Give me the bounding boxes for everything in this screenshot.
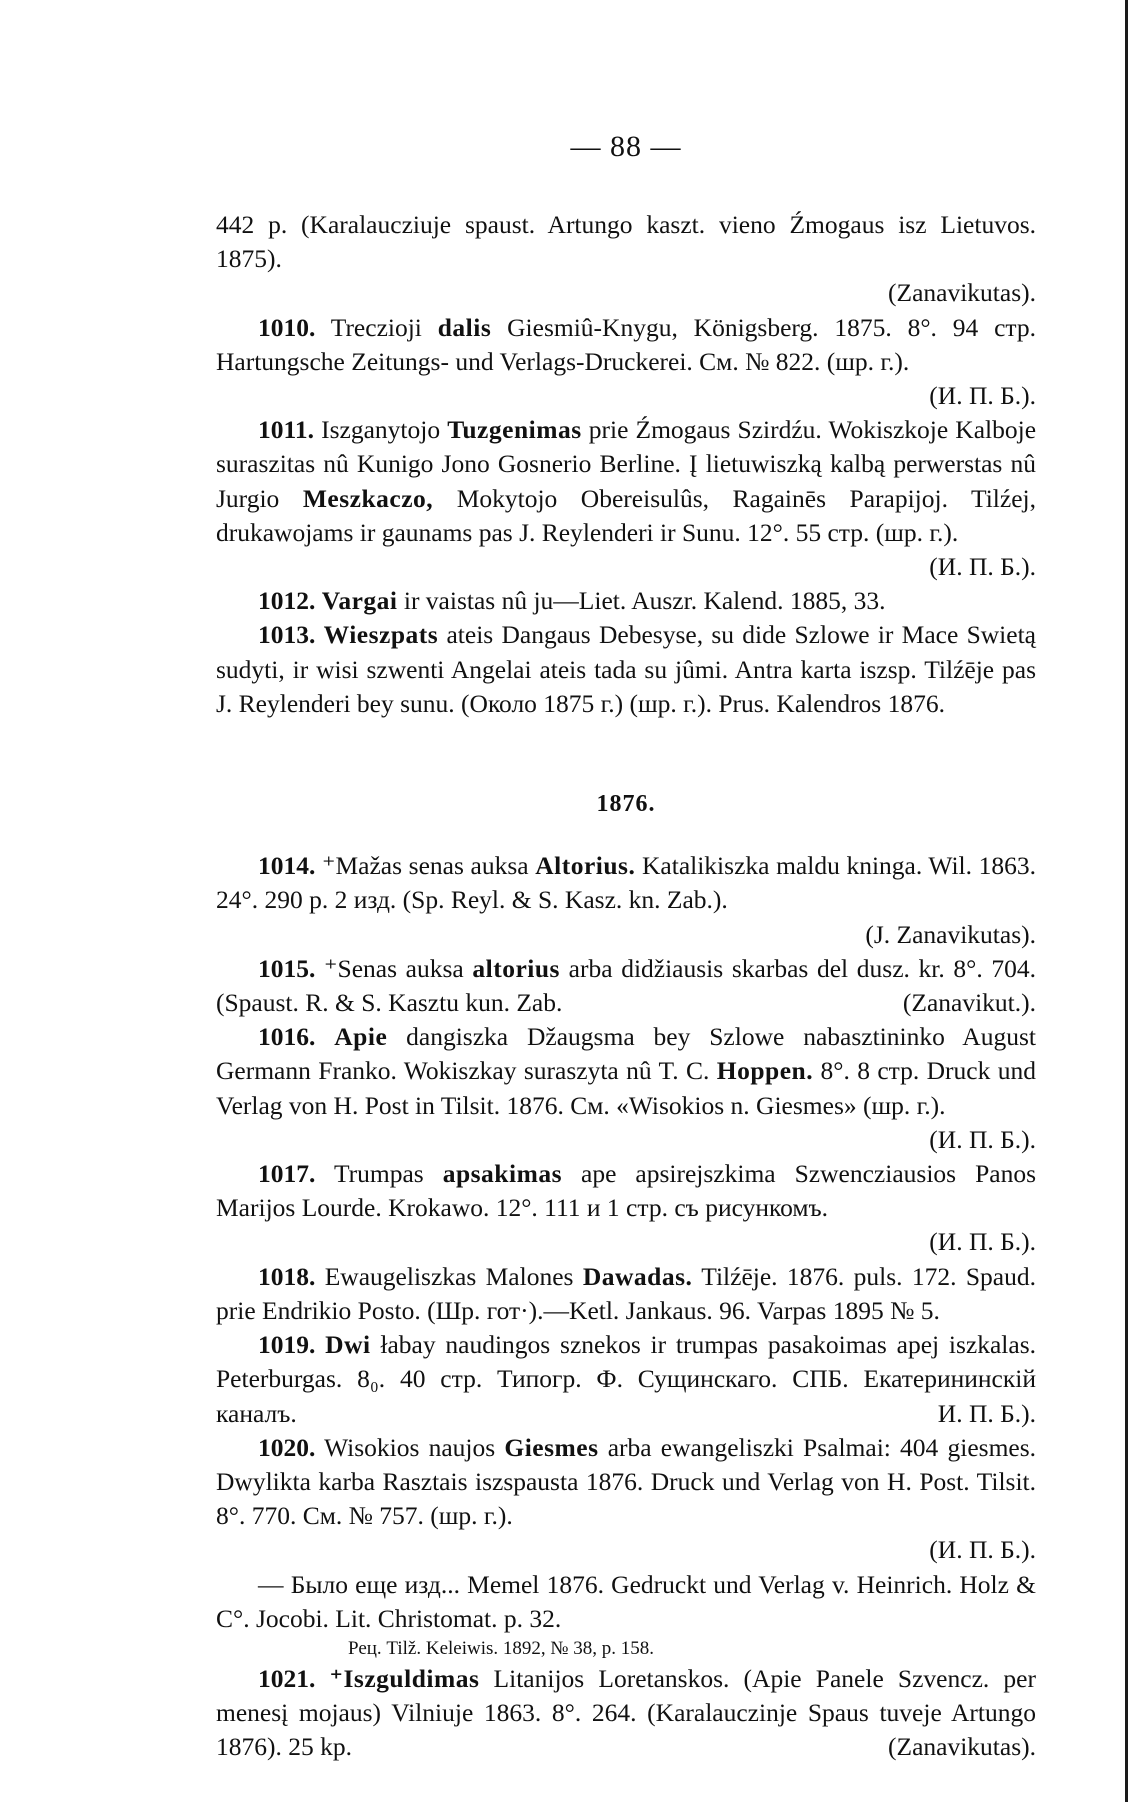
section-year-heading: 1876. xyxy=(596,791,656,818)
entry-keyword: Wieszpats xyxy=(323,620,439,650)
entry-1016 xyxy=(216,1020,1036,1154)
page-edge xyxy=(1125,0,1128,1802)
entry-number: 1012. xyxy=(258,586,316,616)
entry-text: Mokytojo Obereisulûs, Ragainēs Parapijoj. Tilźej, drukawojams ir gaunams pas J. Reylenderi ir Sunu. 12°. 55 стр. (шр. г.). xyxy=(216,483,1036,547)
entry-442-continuation xyxy=(216,208,1036,311)
entry-1018 xyxy=(216,1260,1036,1328)
entry-text: Katalikiszka maldu kninga. Wil. 1863. 24°. 290 p. 2 изд. (Sp. Reyl. & S. Kasz. kn. Zab.). xyxy=(216,851,1037,915)
entry-number: 1014. xyxy=(258,851,316,881)
entry-text: ateis Dangaus Debesyse, su dide Szlowe ir Mace Swietą sudyti, ir wisi szwenti Angelai ateis tada su jûmi. Antra karta iszsp. Tilźēje pas J. Reylenderi bey sunu. (Около 1875 г.) (шр. г.). Prus. Kalendros 1876. xyxy=(216,620,1036,718)
entry-1021 xyxy=(216,1662,1036,1765)
page-number: — 88 — xyxy=(570,130,682,163)
entry-text: 442 p. (Karalaucziuje spaust. Artungo kaszt. vieno Źmogaus isz Lietuvos. 1875). xyxy=(216,210,1036,274)
entry-text: Trumpas xyxy=(333,1159,424,1189)
entry-1011 xyxy=(216,413,1036,584)
entry-text: ir vaistas nû ju—Liet. Auszr. Kalend. 1885, 33. xyxy=(403,586,886,616)
entry-1014 xyxy=(216,849,1036,952)
entries-list xyxy=(216,208,1036,1765)
entry-text: Trecziojі xyxy=(330,312,422,342)
entry-number: 1021. xyxy=(258,1663,316,1693)
entry-number: 1016. xyxy=(258,1022,316,1052)
entry-keyword: Apie xyxy=(334,1022,388,1052)
entry-text: Tilźēje. 1876. puls. 172. Spaud. prie Endrikio Posto. (Шр. гот·).—Ketl. Jankaus. 96. Varpas 1895 № 5. xyxy=(216,1261,1036,1325)
entry-source: (И. П. Б.). xyxy=(929,1535,1036,1565)
entry-keyword: Tuzgenimas xyxy=(447,415,582,445)
entry-1010 xyxy=(216,311,1036,414)
entry-text: Ewaugeliszkas Malones xyxy=(324,1261,574,1291)
entry-text: ⁺Senas auksa xyxy=(324,953,464,983)
entry-1012 xyxy=(216,584,1036,618)
entry-number: 1017. xyxy=(258,1159,316,1189)
entry-keyword: ⁺Iszguldimas xyxy=(329,1663,480,1693)
entry-keyword: Vargai xyxy=(321,586,398,616)
entry-source: (Zanavikutas). xyxy=(888,278,1036,308)
entry-text: łabay naudingos sznekos ir trumpas pasakoimas apej iszkalas. Peterburgas. 8₀. 40 стр. Типогр. Ф. Сущинскаго. СПБ. Екатерининскій каналъ. xyxy=(216,1330,1036,1428)
document-page xyxy=(216,130,1036,1765)
entry-keyword: Altorius. xyxy=(535,851,636,881)
entry-number: 1013. xyxy=(258,620,316,650)
entry-keyword: Dawadas. xyxy=(582,1261,693,1291)
entry-source: (Zanavikut.). xyxy=(902,988,1036,1018)
entry-number: 1018. xyxy=(258,1261,316,1291)
entry-source: (И. П. Б.). xyxy=(929,1124,1036,1154)
entry-keyword: altorius xyxy=(472,953,560,983)
entry-1019 xyxy=(216,1328,1036,1431)
entry-source: (И. П. Б.). xyxy=(929,552,1036,582)
entry-keyword: Dwi xyxy=(325,1330,371,1360)
entry-source: (И. П. Б.). xyxy=(929,381,1036,411)
entry-text: dangiszka Džaugsma bey Szlowe nabasztininko August Germann Franko. Wokiszkay suraszyta nû T. C. xyxy=(216,1022,1036,1086)
entry-source: И. П. Б.). xyxy=(937,1398,1036,1428)
entry-text: Litanijos Loretanskos. (Apie Panele Szvencz. per menesį mojaus) Vilniuje 1863. 8°. 264. (Karalauczinje Spaus tuveje Artungo 1876). 25 kp. xyxy=(216,1663,1036,1762)
entry-text: arba ewangeliszki Psalmai: 404 giesmes. Dwylikta karba Rasztais iszspausta 1876. Druck und Verlag von H. Post. Tilsit. 8°. 770. См. № 757. (шр. г.). xyxy=(216,1432,1037,1531)
entry-text: 8°. 8 стр. Druck und Verlag von H. Post in Tilsit. 1876. См. «Wisokios n. Giesmes» (шр. г.). xyxy=(216,1056,1036,1120)
entry-other-edition: — Было еще изд... Memel 1876. Gedruckt und Verlag v. Heinrich. Holz & C°. Jocobi. Lit. Christomat. p. 32. xyxy=(216,1569,1036,1633)
entry-text: Wisokios naujos xyxy=(324,1432,496,1462)
entry-number: 1010. xyxy=(258,312,316,342)
entry-source: (И. П. Б.). xyxy=(929,1227,1036,1257)
entry-1015 xyxy=(216,952,1036,1020)
entry-keyword: Hoppen. xyxy=(716,1056,814,1086)
entry-keyword: Meszkaczo, xyxy=(302,483,434,513)
entry-1020 xyxy=(216,1431,1036,1568)
review-note: Рец. Tilž. Keleiwis. 1892, № 38, p. 158. xyxy=(348,1637,655,1659)
entry-text: ⁺Mažas senas auksa xyxy=(322,851,529,881)
entry-number: 1011. xyxy=(258,415,314,445)
entry-source: (J. Zanavikutas). xyxy=(865,919,1036,949)
entry-source: (Zanavikutas). xyxy=(888,1732,1036,1762)
entry-text: Iszganytojo xyxy=(321,415,441,445)
entry-number: 1020. xyxy=(258,1432,316,1462)
entry-number: 1015. xyxy=(258,953,316,983)
entry-1017 xyxy=(216,1157,1036,1260)
entry-1013 xyxy=(216,618,1036,721)
entry-keyword: apsakimas xyxy=(442,1159,562,1189)
entry-text: prie Źmogaus Szirdźu. Wokiszkoje Kalboje suraszitas nû Kunigo Jono Gosnerio Berline. Į lietuwiszką kalbą perwerstas nû Jurgio xyxy=(216,415,1037,513)
entry-text: Giesmiû-Knygu, Königsberg. 1875. 8°. 94 стр. Hartungsche Zeitungs- und Verlags-Druckerei. См. № 822. (шр. г.). xyxy=(216,312,1037,376)
entry-text: ape apsirejszkima Szwencziausios Panos Marijos Lourde. Krokawo. 12°. 111 и 1 стр. съ рисункомъ. xyxy=(216,1159,1037,1223)
entry-text: arba didžiausis skarbas del dusz. kr. 8°. 704. (Spaust. R. & S. Kasztu kun. Zab. xyxy=(216,953,1037,1018)
entry-number: 1019. xyxy=(258,1330,316,1360)
entry-keyword: Giesmes xyxy=(504,1432,599,1462)
entry-keyword: dalis xyxy=(437,312,492,342)
